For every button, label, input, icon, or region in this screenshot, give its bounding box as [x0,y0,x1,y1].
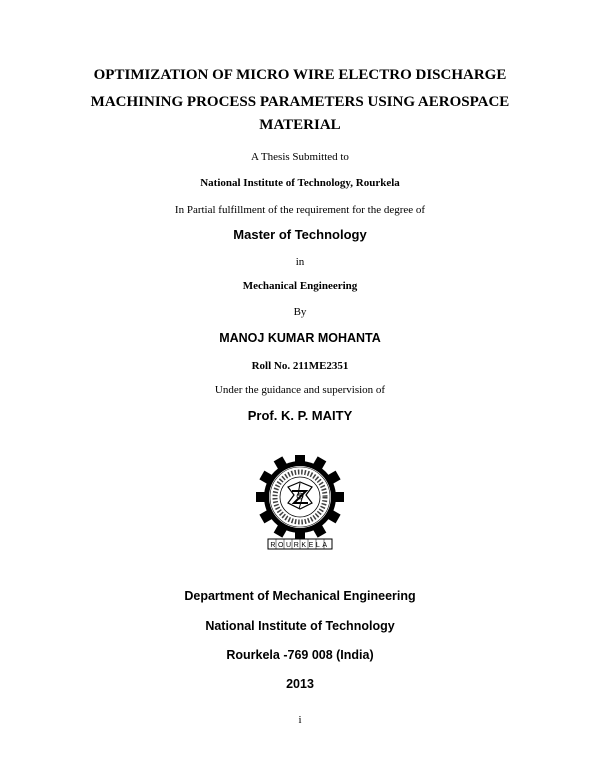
thesis-title-line-3: MATERIAL [259,117,341,133]
svg-text:ROURKELA: ROURKELA [270,542,330,549]
institute-emblem-icon [250,455,350,553]
in-text: in [295,256,305,268]
thesis-year: 2013 [286,677,314,691]
branch-name: Mechanical Engineering [242,280,358,292]
submission-intro: A Thesis Submitted to [251,151,349,163]
institute-address: Rourkela -769 008 (India) [226,648,374,662]
footer-institute-name: National Institute of Technology [205,619,395,633]
roll-number: Roll No. 211ME2351 [251,360,349,372]
requirement-text: In Partial fulfillment of the requirement for the degree of [174,204,426,216]
department-name: Department of Mechanical Engineering [184,589,416,603]
thesis-title-line-2: MACHINING PROCESS PARAMETERS USING AEROSPACE [90,94,510,110]
author-name: MANOJ KUMAR MOHANTA [219,331,381,345]
submission-institute: National Institute of Technology, Rourkela [200,177,400,189]
guidance-text: Under the guidance and supervision of [214,384,386,396]
thesis-title-line-1: OPTIMIZATION OF MICRO WIRE ELECTRO DISCHARGE [93,67,507,83]
degree-name: Master of Technology [233,227,367,242]
by-text: By [293,306,307,318]
page-number: i [298,714,302,726]
supervisor-name: Prof. K. P. MAITY [247,408,353,423]
